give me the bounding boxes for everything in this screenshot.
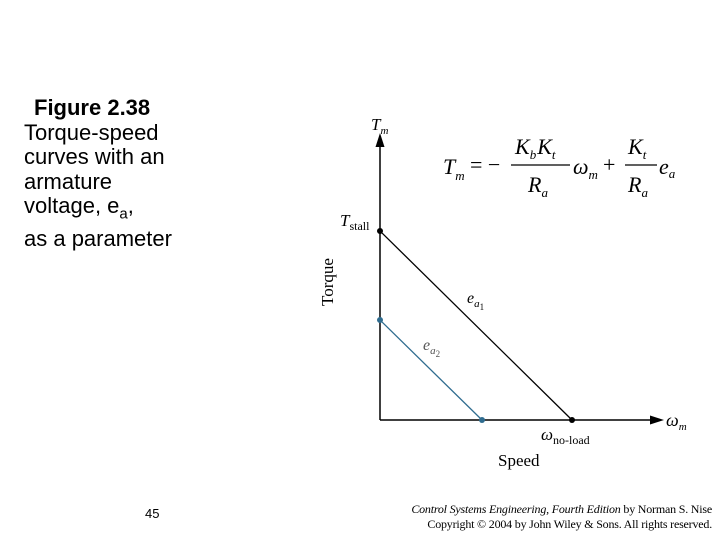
torque-equation — [443, 134, 676, 200]
y-axis-label: Torque — [318, 258, 337, 306]
stall-point-1 — [377, 228, 383, 234]
svg-text:Kt: $K_t$ — [628, 134, 647, 162]
copyright-credit — [411, 502, 712, 532]
stall-point-2 — [377, 317, 383, 323]
caption-subscript: a — [119, 205, 128, 223]
noload-point-2 — [479, 417, 485, 423]
credit-line-1 — [411, 502, 712, 517]
book-title: Control Systems Engineering, Fourth Edition — [411, 502, 621, 516]
svg-text:= −: = − — [470, 152, 501, 177]
svg-text:+: + — [603, 152, 616, 177]
figure-title: Figure 2.38 — [34, 95, 151, 120]
caption-line: Torque-speed — [24, 119, 159, 145]
stall-label: $T_{stall}$ — [340, 211, 370, 233]
caption-text: , — [127, 193, 134, 218]
caption-line: as a parameter — [24, 225, 172, 251]
svg-text:ωm: $\omega_m$ — [573, 154, 598, 182]
curve-ea1-label: $e_a1$ — [467, 290, 485, 312]
noload-point-1 — [569, 417, 575, 423]
svg-text:Ra: $R_a$ — [628, 172, 648, 200]
svg-text:Ra: $R_a$ — [528, 172, 548, 200]
x-axis-arrowhead — [650, 416, 664, 425]
svg-text:KbKt: $K_bK_t$ — [515, 134, 556, 162]
curve-ea1 — [380, 231, 572, 420]
caption-text: voltage, e — [24, 193, 120, 218]
noload-label: $\omega_{no-load}$ — [541, 425, 590, 447]
caption-line: curves with an — [24, 144, 165, 169]
svg-text:Tm: $T_m$ — [443, 154, 465, 183]
caption-line: armature — [24, 168, 113, 194]
slide-number: 45 — [145, 506, 160, 521]
curve-ea2 — [380, 320, 482, 420]
author: by Norman S. Nise — [620, 502, 712, 516]
curve-ea2-label: $e_a2$ — [423, 337, 441, 359]
credit-line-2: Copyright © 2004 by John Wiley & Sons. All rights reserved. — [427, 517, 712, 531]
x-axis-label: Speed — [498, 451, 540, 470]
y-axis-symbol: $T_m$ — [371, 115, 389, 137]
svg-text:ea: ea — [659, 154, 676, 181]
x-axis-symbol: $\omega_m$ — [666, 410, 687, 433]
